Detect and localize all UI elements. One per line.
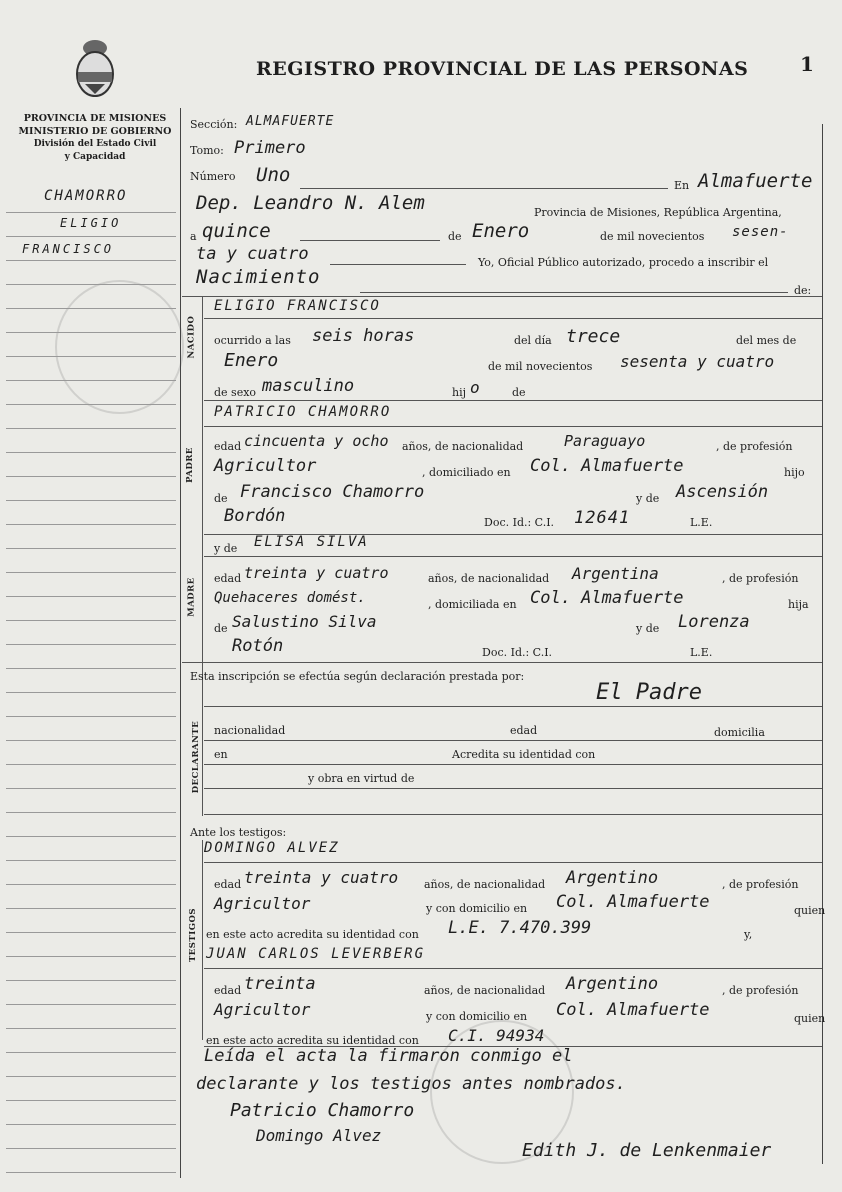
value-sexo: masculino xyxy=(262,376,355,396)
institution-line: PROVINCIA DE MISIONES xyxy=(23,113,167,124)
value-dia: quince xyxy=(202,220,271,242)
value-t2-nombre: JUAN CARLOS LEVERBERG xyxy=(206,946,426,962)
value-madre-dom: Col. Almafuerte xyxy=(530,588,684,608)
value-horas: seis horas xyxy=(312,326,415,346)
label-madre-anos: años, de nacionalidad xyxy=(428,572,550,585)
side-column xyxy=(202,296,203,816)
value-t2-doc: C.I. 94934 xyxy=(448,1026,545,1045)
label-t2-acredita: en este acto acredita su identidad con xyxy=(206,1034,419,1047)
label-hij: hij xyxy=(452,386,467,399)
form-frame-right xyxy=(822,124,823,1164)
label-t2-quien: quien xyxy=(794,1012,826,1025)
label-mil-nov2: de mil novecientos xyxy=(488,360,593,373)
value-dia-nac: trece xyxy=(566,326,621,347)
label-tomo: Tomo: xyxy=(190,144,224,157)
label-dec-acredita: Acredita su identidad con xyxy=(452,748,596,761)
value-padre-prof: Agricultor xyxy=(214,456,317,476)
label-ocurrido: ocurrido a las xyxy=(214,334,291,347)
value-seccion: ALMAFUERTE xyxy=(246,114,335,129)
label-madre-doc: Doc. Id.: C.I. xyxy=(482,646,553,659)
value-en: Almafuerte xyxy=(698,170,813,192)
label-dec-nacionalidad: nacionalidad xyxy=(214,724,286,737)
label-t2-anos: años, de nacionalidad xyxy=(424,984,546,997)
institution-line: División del Estado Civil xyxy=(33,139,157,149)
label-t1-quien: quien xyxy=(794,904,826,917)
signature-padre: Patricio Chamorro xyxy=(230,1100,415,1121)
value-mes: Enero xyxy=(472,220,530,242)
margin-name1: ELIGIO xyxy=(60,216,122,230)
value-dep: Dep. Leandro N. Alem xyxy=(196,192,425,214)
label-mil-novecientos: de mil novecientos xyxy=(600,230,705,243)
label-a: a xyxy=(190,230,197,243)
label-padre-doc: Doc. Id.: C.I. xyxy=(484,516,555,529)
label-testigos: TESTIGOS xyxy=(188,907,199,963)
value-t1-edad: treinta y cuatro xyxy=(244,868,399,887)
value-anio-nac: sesenta y cuatro xyxy=(620,352,775,371)
value-t2-nac: Argentino xyxy=(566,974,659,994)
page-title: REGISTRO PROVINCIAL DE LAS PERSONAS xyxy=(256,58,749,80)
value-acto: Nacimiento xyxy=(196,266,321,288)
value-t2-dom: Col. Almafuerte xyxy=(556,1000,710,1020)
margin-surname: CHAMORRO xyxy=(44,188,128,204)
value-padre-dom: Col. Almafuerte xyxy=(530,456,684,476)
label-yo: Yo, Oficial Público autorizado, procedo a inscribir el xyxy=(478,256,769,269)
label-seccion: Sección: xyxy=(190,118,238,131)
closing-line-1: Leída el acta la firmaron conmigo el xyxy=(204,1046,573,1066)
label-hijo: hijo xyxy=(784,466,805,479)
value-madre-nombre: ELISA SILVA xyxy=(254,534,369,550)
closing-line-2: declarante y los testigos antes nombrados. xyxy=(196,1074,626,1094)
value-anio1: sesen- xyxy=(732,224,789,240)
label-del-mes: del mes de xyxy=(736,334,797,347)
label-padre-le: L.E. xyxy=(690,516,713,529)
value-t1-dom: Col. Almafuerte xyxy=(556,892,710,912)
value-t1-doc: L.E. 7.470.399 xyxy=(448,918,592,938)
value-madre-madre1: Lorenza xyxy=(678,612,750,632)
value-tomo: Primero xyxy=(234,138,306,158)
value-padre-ci: 12641 xyxy=(574,508,631,528)
label-t1-acredita: en este acto acredita su identidad con xyxy=(206,928,419,941)
label-madre-edad: edad xyxy=(214,572,242,585)
label-madre-y-de: y de xyxy=(214,542,238,555)
value-hij: o xyxy=(470,378,480,397)
label-t1-edad: edad xyxy=(214,878,242,891)
value-padre-madre2: Bordón xyxy=(224,506,286,526)
label-t2-dom: y con domicilio en xyxy=(426,1010,528,1023)
value-mes-nac: Enero xyxy=(224,350,279,371)
value-t1-nombre: DOMINGO ALVEZ xyxy=(204,840,340,856)
page-number: 1 xyxy=(800,52,814,76)
value-padre-edad: cincuenta y ocho xyxy=(244,432,389,450)
label-nacido: NACIDO xyxy=(186,315,197,359)
label-padre-y-de: y de xyxy=(636,492,660,505)
margin-name2: FRANCISCO xyxy=(22,242,115,256)
value-madre-madre2: Rotón xyxy=(232,636,284,656)
label-t2-prof: , de profesión xyxy=(722,984,799,997)
value-madre-edad: treinta y cuatro xyxy=(244,564,389,582)
label-hija: hija xyxy=(788,598,809,611)
label-sexo: de sexo xyxy=(214,386,257,399)
label-del-dia: del día xyxy=(514,334,552,347)
label-dec-domicilia: domicilia xyxy=(714,726,765,739)
label-t1-prof: , de profesión xyxy=(722,878,799,891)
label-de: de xyxy=(448,230,462,243)
value-nacido-nombre: ELIGIO FRANCISCO xyxy=(214,298,381,314)
value-padre-nac: Paraguayo xyxy=(564,432,646,450)
label-madre-prof: , de profesión xyxy=(722,572,799,585)
label-en: En xyxy=(674,179,690,192)
label-ante: Ante los testigos: xyxy=(190,826,287,839)
signature-testigo: Domingo Alvez xyxy=(256,1126,382,1145)
label-t1-dom: y con domicilio en xyxy=(426,902,528,915)
value-numero: Uno xyxy=(256,164,291,186)
value-madre-padre: Salustino Silva xyxy=(232,612,377,631)
label-t1-anos: años, de nacionalidad xyxy=(424,878,546,891)
label-padre-anos: años, de nacionalidad xyxy=(402,440,524,453)
value-madre-nac: Argentina xyxy=(572,564,659,583)
value-padre-madre1: Ascensión xyxy=(676,482,769,502)
value-padre-padre: Francisco Chamorro xyxy=(240,482,425,502)
seal-stamp xyxy=(55,280,184,414)
label-madre-de: de xyxy=(214,622,228,635)
value-anio2: ta y cuatro xyxy=(196,244,309,264)
institution-block xyxy=(12,112,178,164)
side-column-testigos xyxy=(202,840,203,1040)
label-madre-y-de2: y de xyxy=(636,622,660,635)
label-madre: MADRE xyxy=(186,577,197,617)
label-de-colon: de: xyxy=(794,284,812,297)
label-numero: Número xyxy=(190,170,236,183)
label-dec-obra: y obra en virtud de xyxy=(308,772,415,785)
value-t2-prof: Agricultor xyxy=(214,1000,311,1019)
label-padre: PADRE xyxy=(184,447,195,483)
label-madre-le: L.E. xyxy=(690,646,713,659)
label-declarante: DECLARANTE xyxy=(191,720,202,794)
value-t2-edad: treinta xyxy=(244,974,316,994)
signature-oficial: Edith J. de Lenkenmaier xyxy=(522,1140,772,1161)
label-esta-inscripcion: Esta inscripción se efectúa según declaración prestada por: xyxy=(190,670,525,683)
label-padre-de: de xyxy=(214,492,228,505)
coat-of-arms-icon xyxy=(70,34,120,100)
label-t1-y: y, xyxy=(744,928,753,941)
value-madre-prof: Quehaceres domést. xyxy=(214,590,366,606)
label-padre-edad: edad xyxy=(214,440,242,453)
value-padre-nombre: PATRICIO CHAMORRO xyxy=(214,404,392,420)
label-dec-en: en xyxy=(214,748,228,761)
label-t2-edad: edad xyxy=(214,984,242,997)
label-padre-prof: , de profesión xyxy=(716,440,793,453)
institution-line: MINISTERIO DE GOBIERNO xyxy=(18,126,172,137)
value-t1-prof: Agricultor xyxy=(214,894,311,913)
institution-line: y Capacidad xyxy=(64,152,126,162)
value-t1-nac: Argentino xyxy=(566,868,659,888)
label-padre-dom: , domiciliado en xyxy=(422,466,511,479)
label-de2: de xyxy=(512,386,526,399)
value-declarante: El Padre xyxy=(596,680,702,705)
label-dec-edad: edad xyxy=(510,724,538,737)
label-provincia: Provincia de Misiones, República Argentina, xyxy=(534,206,782,219)
label-madre-dom: , domiciliada en xyxy=(428,598,517,611)
